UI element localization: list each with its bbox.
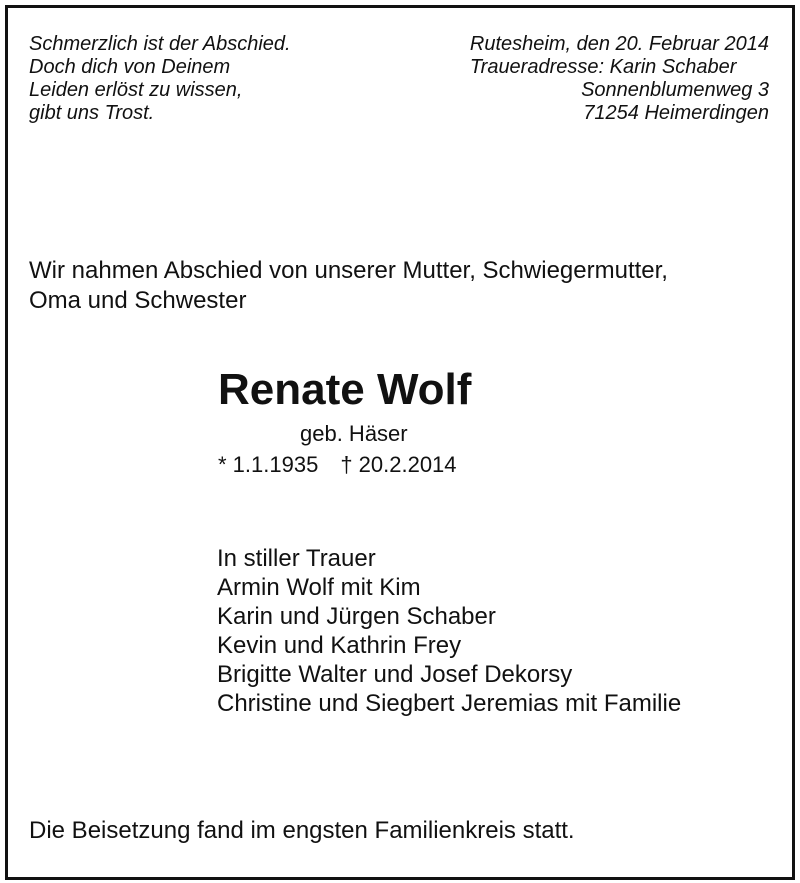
life-dates (218, 451, 457, 479)
place-date: Rutesheim, den 20. Februar 2014 (469, 33, 769, 55)
mourner-name: Karin und Jürgen Schaber (217, 603, 496, 630)
intro-text (29, 256, 779, 316)
birth-date: * 1.1.1935 (218, 452, 319, 477)
poem-line: Doch dich von Deinem (29, 56, 231, 78)
intro-line: Oma und Schwester (29, 287, 247, 314)
mourner-name: Brigitte Walter und Josef Dekorsy (217, 661, 573, 688)
deceased-name: Renate Wolf (218, 365, 472, 414)
mourner-name: Christine und Siegbert Jeremias mit Familie (217, 690, 682, 717)
mourners-list (217, 544, 681, 718)
death-date: † 20.2.2014 (340, 452, 457, 477)
address-street: Sonnenblumenweg 3 (581, 79, 769, 101)
mourners-heading: In stiller Trauer (217, 545, 376, 572)
poem-line: Schmerzlich ist der Abschied. (29, 33, 291, 55)
mourning-address (470, 33, 769, 125)
address-city: 71254 Heimerdingen (583, 102, 769, 124)
poem-verse (29, 33, 291, 125)
poem-line: Leiden erlöst zu wissen, (29, 79, 243, 101)
address-contact: Traueradresse: Karin Schaber (469, 56, 737, 78)
birth-name: geb. Häser (300, 421, 408, 446)
mourner-name: Armin Wolf mit Kim (217, 574, 421, 601)
intro-line: Wir nahmen Abschied von unserer Mutter, Schwiegermutter, (29, 257, 668, 284)
burial-note: Die Beisetzung fand im engsten Familienkreis statt. (29, 817, 575, 844)
poem-line: gibt uns Trost. (29, 102, 155, 124)
mourner-name: Kevin und Kathrin Frey (217, 632, 462, 659)
